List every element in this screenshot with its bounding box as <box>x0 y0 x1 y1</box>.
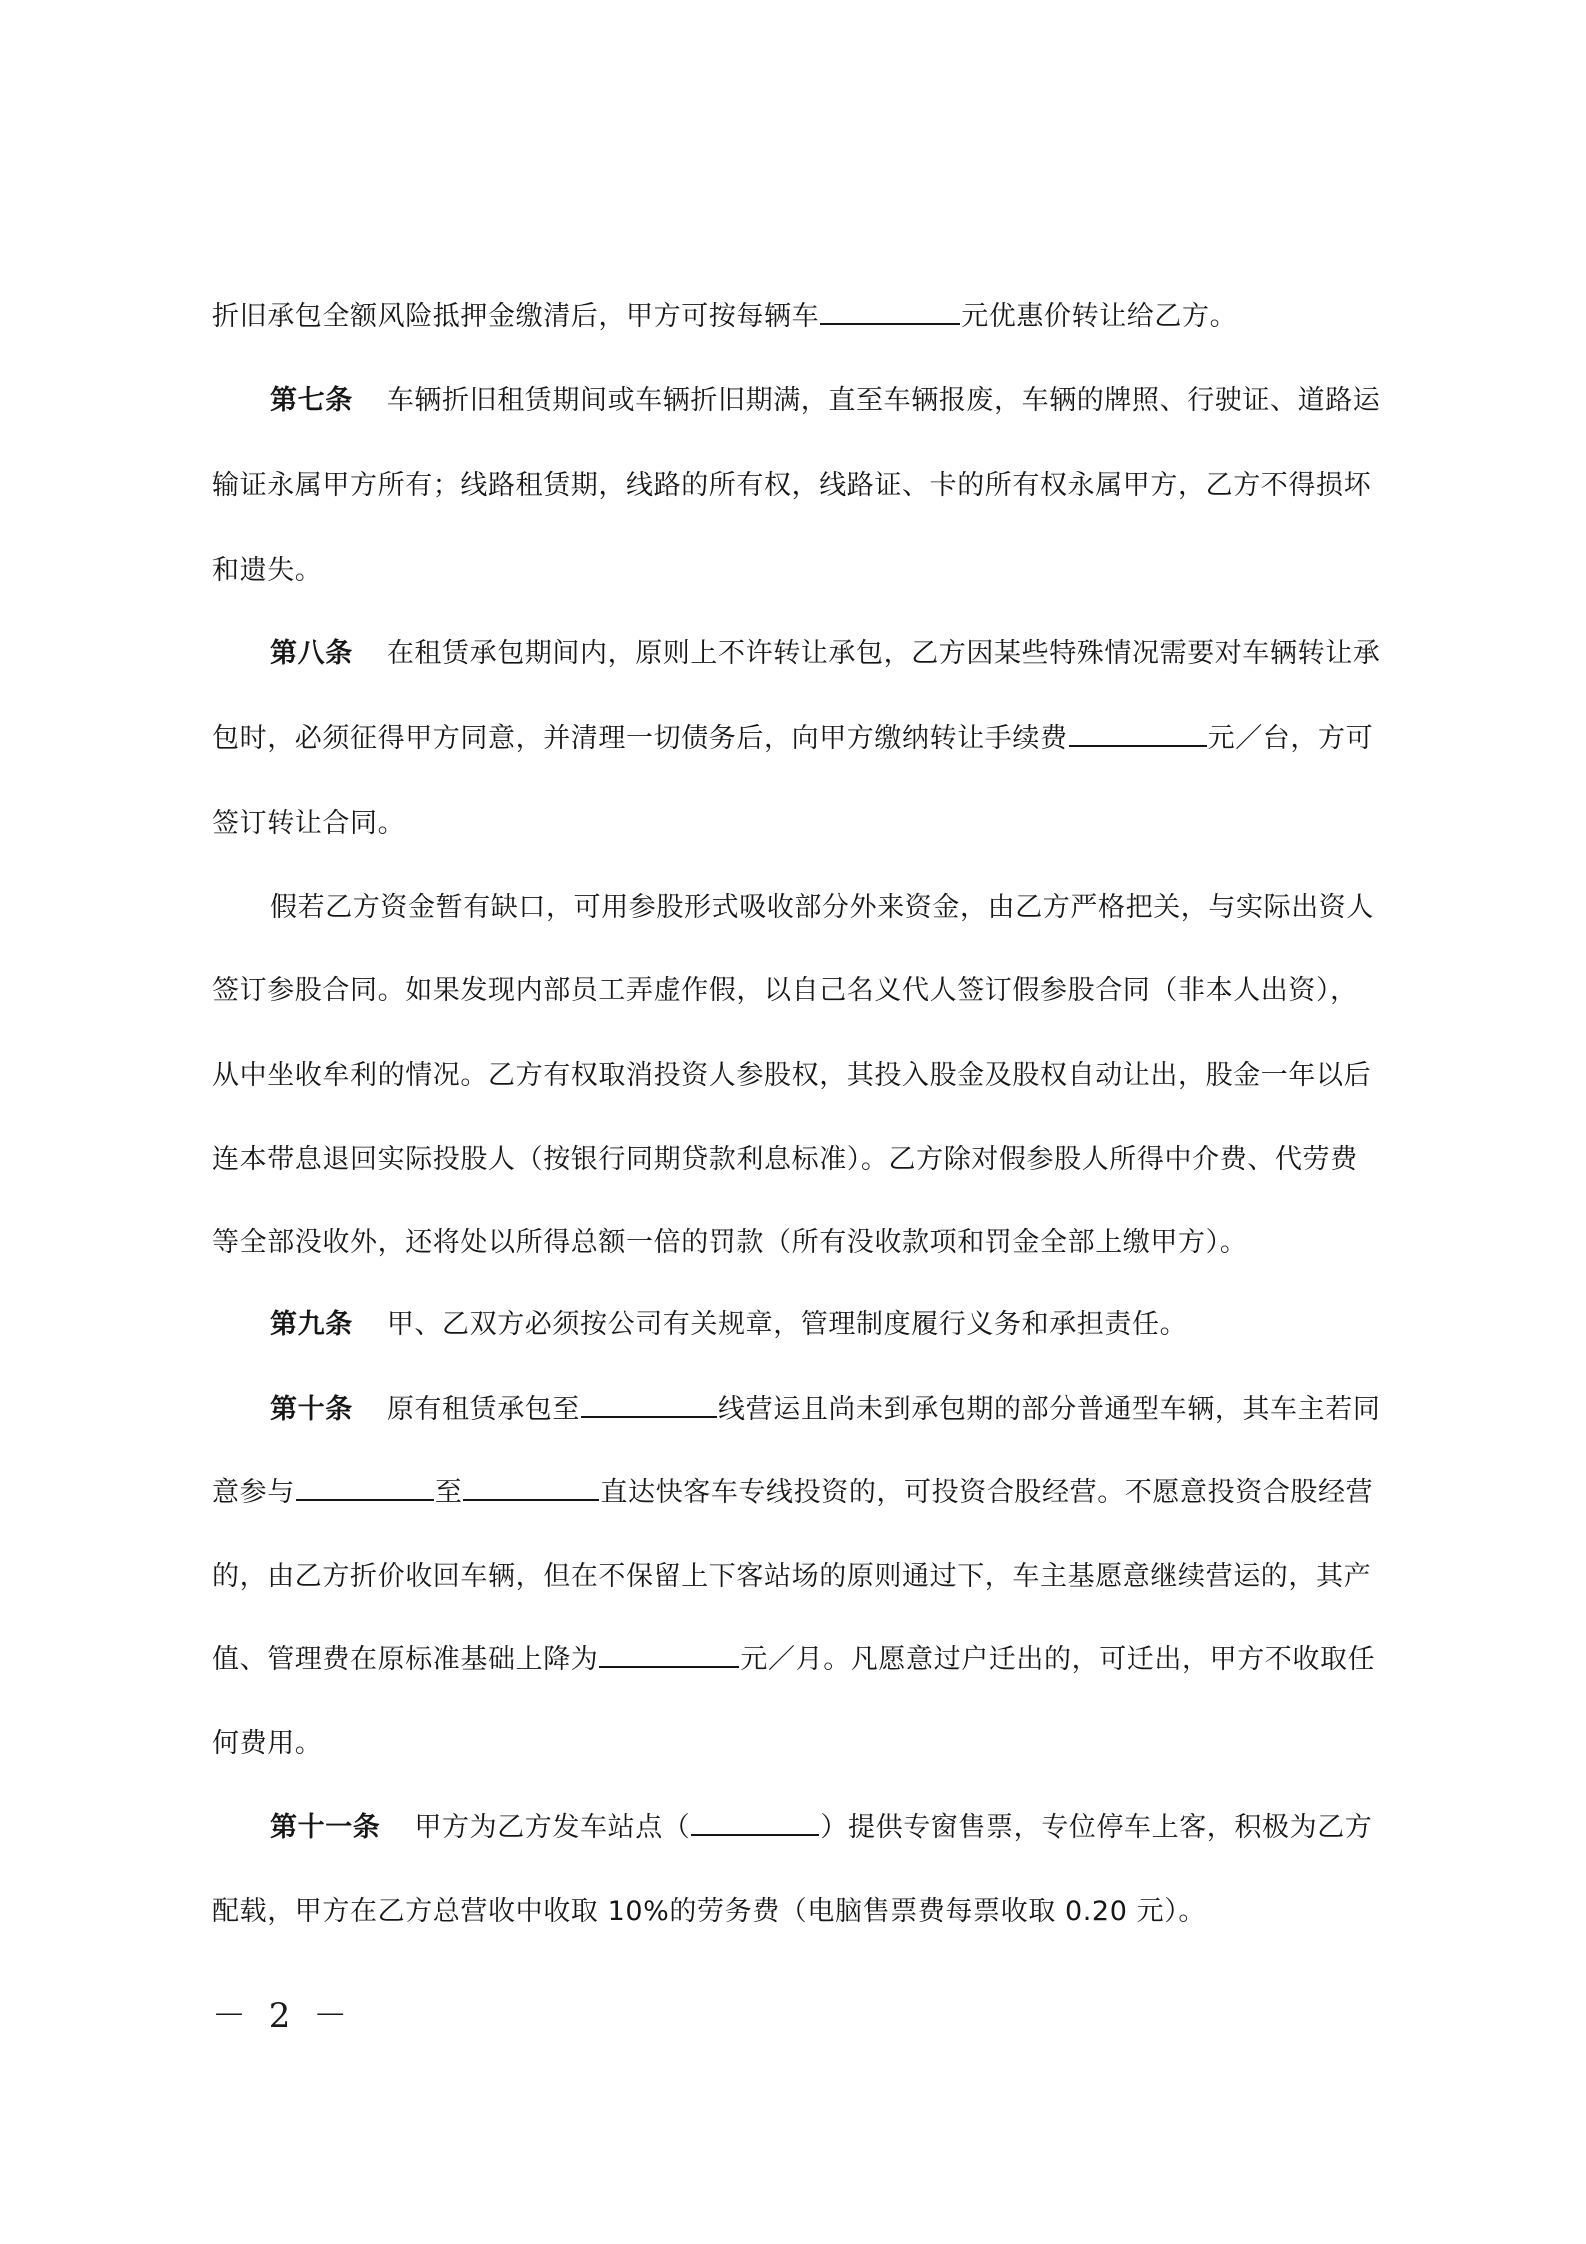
text-segment: 至 <box>434 1477 463 1508</box>
text-segment: 意参与 <box>212 1477 295 1508</box>
text-line <box>212 1724 1398 1764</box>
text-segment: 折旧承包全额风险抵押金缴清后，甲方可按每辆车 <box>212 301 820 332</box>
text-line <box>212 1892 1398 1932</box>
text-segment: 甲、乙双方必须按公司有关规章，管理制度履行义务和承担责任。 <box>386 1309 1188 1340</box>
text-segment: 的，由乙方折价收回车辆，但在不保留上下客站场的原则通过下，车主基愿意继续营运的，其产 <box>212 1561 1372 1592</box>
text-line <box>212 1223 1398 1263</box>
text-line <box>212 1557 1398 1597</box>
text-segment: 在租赁承包期间内，原则上不许转让承包，乙方因某些特殊情况需要对车辆转让承 <box>386 638 1381 669</box>
page-number: － 2 － <box>212 1996 354 2036</box>
text-segment: 直达快客车专线投资的，可投资合股经营。不愿意投资合股经营 <box>600 1477 1374 1508</box>
fill-in-blank <box>463 1473 599 1501</box>
article-10-heading-line <box>270 1390 1398 1430</box>
text-segment: 和遗失。 <box>212 555 323 586</box>
text-segment: 元／台，方可 <box>1207 723 1374 754</box>
article-7-heading-line <box>270 381 1398 421</box>
text-line <box>212 297 1398 337</box>
text-segment: ）提供专窗售票，专位停车上客，积极为乙方 <box>820 1812 1373 1843</box>
article-label: 第七条 <box>270 385 353 416</box>
text-segment: 何费用。 <box>212 1728 323 1759</box>
article-8-heading-line <box>270 634 1398 674</box>
fill-in-blank <box>820 297 960 325</box>
text-segment: 配载，甲方在乙方总营收中收取 10%的劳务费（电脑售票费每票收取 0.20 元）。 <box>212 1896 1206 1927</box>
text-segment: 连本带息退回实际投股人（按银行同期贷款利息标准）。乙方除对假参股人所得中介费、代劳费 <box>212 1144 1358 1175</box>
text-line <box>212 1640 1398 1680</box>
article-label: 第十一条 <box>270 1812 381 1843</box>
text-line <box>212 1473 1398 1513</box>
article-label: 第九条 <box>270 1309 353 1340</box>
text-line <box>212 971 1398 1011</box>
text-segment: 值、管理费在原标准基础上降为 <box>212 1644 599 1675</box>
article-11-heading-line <box>270 1808 1398 1848</box>
fill-in-blank <box>581 1390 717 1418</box>
text-line <box>212 719 1398 759</box>
article-label: 第十条 <box>270 1394 353 1425</box>
fill-in-blank <box>296 1473 434 1501</box>
text-line <box>212 466 1398 506</box>
fill-in-blank <box>599 1640 739 1668</box>
text-segment: 原有租赁承包至 <box>386 1394 581 1425</box>
article-9-heading-line <box>270 1305 1398 1345</box>
text-line <box>212 804 1398 844</box>
text-segment: 甲方为乙方发车站点（ <box>414 1812 691 1843</box>
text-line <box>270 888 1398 928</box>
text-segment: 线营运且尚未到承包期的部分普通型车辆，其车主若同 <box>718 1394 1381 1425</box>
text-segment: 签订转让合同。 <box>212 808 406 839</box>
text-segment: 车辆折旧租赁期间或车辆折旧期满，直至车辆报废，车辆的牌照、行驶证、道路运 <box>386 385 1381 416</box>
text-line <box>212 1140 1398 1180</box>
text-line <box>212 1056 1398 1096</box>
text-segment: 假若乙方资金暂有缺口，可用参股形式吸收部分外来资金，由乙方严格把关，与实际出资人 <box>270 892 1374 923</box>
text-segment: 包时，必须征得甲方同意，并清理一切债务后，向甲方缴纳转让手续费 <box>212 723 1068 754</box>
article-label: 第八条 <box>270 638 353 669</box>
text-line <box>212 551 1398 591</box>
text-segment: 元优惠价转让给乙方。 <box>961 301 1238 332</box>
fill-in-blank <box>1069 719 1207 747</box>
text-segment: 从中坐收牟利的情况。乙方有权取消投资人参股权，其投入股金及股权自动让出，股金一年以后 <box>212 1060 1372 1091</box>
text-segment: 签订参股合同。如果发现内部员工弄虚作假，以自己名义代人签订假参股合同（非本人出资）， <box>212 975 1358 1006</box>
text-segment: 元／月。凡愿意过户迁出的，可迁出，甲方不收取任 <box>740 1644 1376 1675</box>
fill-in-blank <box>691 1808 819 1836</box>
text-segment: 输证永属甲方所有；线路租赁期，线路的所有权，线路证、卡的所有权永属甲方，乙方不得损坏 <box>212 470 1372 501</box>
text-segment: 等全部没收外，还将处以所得总额一倍的罚款（所有没收款项和罚金全部上缴甲方）。 <box>212 1227 1248 1258</box>
